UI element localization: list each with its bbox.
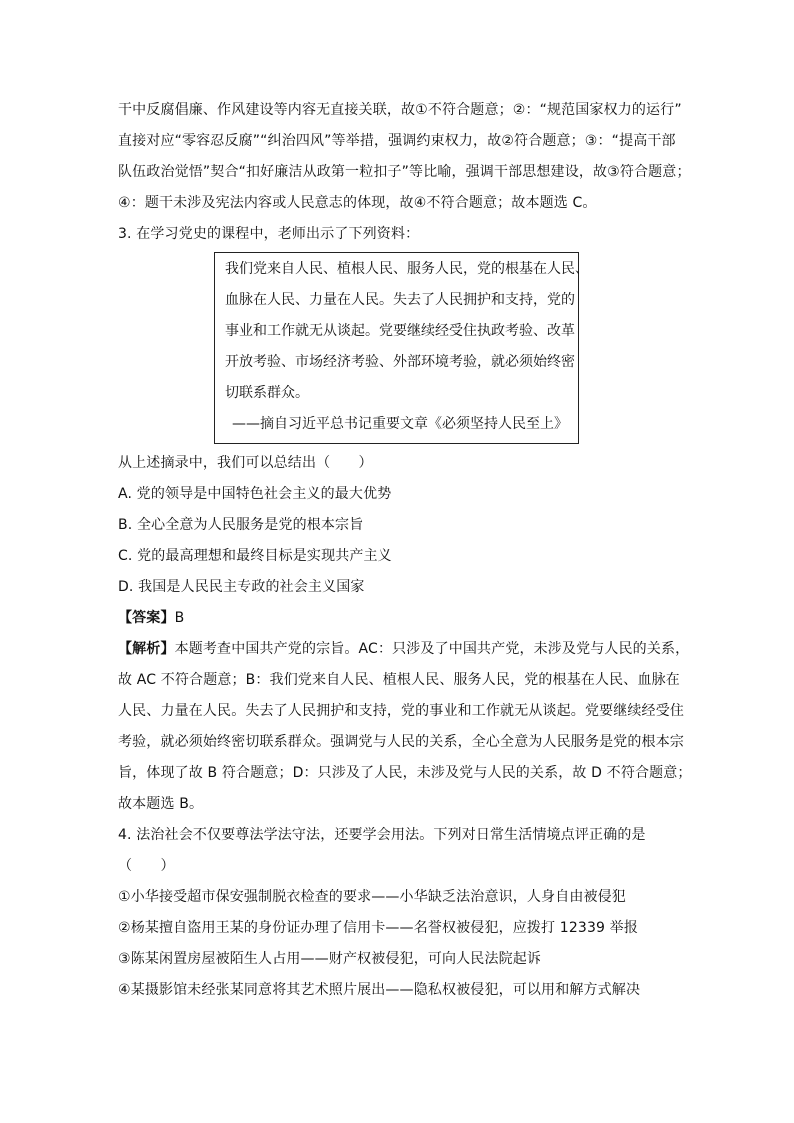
document-page: [118, 95, 692, 1006]
statement-3: ③陈某闲置房屋被陌生人占用——财产权被侵犯，可向人民法院起诉: [118, 951, 542, 967]
analysis-line: 人民、力量在人民。失去了人民拥护和支持，党的事业和工作就无从谈起。党要继续经受住: [118, 703, 684, 719]
option-c: C. 党的最高理想和最终目标是实现共产主义: [118, 548, 392, 564]
analysis-line: 故 AC 不符合题意；B：我们党来自人民、植根人民、服务人民，党的根基在人民、血脉在: [118, 672, 680, 688]
quote-line: 血脉在人民、力量在人民。失去了人民拥护和支持，党的: [225, 292, 575, 308]
question-stem: 4. 法治社会不仅要尊法学法守法，还要学会用法。下列对日常生活情境点评正确的是: [118, 827, 646, 843]
statement-2: ②杨某擅自盗用王某的身份证办理了信用卡——名誉权被侵犯，应拨打 12339 举报: [118, 920, 638, 936]
analysis-line: 故本题选 B。: [118, 796, 204, 812]
quote-line: 事业和工作就无从谈起。党要继续经受住执政考验、改革: [225, 323, 575, 339]
analysis-text: 本题考查中国共产党的宗旨。AC：只涉及了中国共产党，未涉及党与人民的关系，: [174, 641, 690, 657]
analysis-line: ④：题干未涉及宪法内容或人民意志的体现，故④不符合题意；故本题选 C。: [118, 195, 597, 211]
analysis-line: 直接对应“零容忍反腐”“纠治四风”等举措，强调约束权力，故②符合题意；③：“提高干部: [118, 133, 676, 149]
quote-line: 切联系群众。: [225, 385, 309, 401]
quote-source: ——摘自习近平总书记重要文章《必须坚持人民至上》: [232, 416, 568, 432]
statement-4: ④某摄影馆未经张某同意将其艺术照片展出——隐私权被侵犯，可以用和解方式解决: [118, 982, 641, 998]
quote-line: 开放考验、市场经济考验、外部环境考验，就必须始终密: [225, 354, 575, 370]
option-d: D. 我国是人民民主专政的社会主义国家: [118, 579, 365, 595]
analysis-line: 干中反腐倡廉、作风建设等内容无直接关联，故①不符合题意；②：“规范国家权力的运行”: [118, 102, 682, 118]
option-b: B. 全心全意为人民服务是党的根本宗旨: [118, 517, 364, 533]
analysis-line: 队伍政治觉悟”契合“扣好廉洁从政第一粒扣子”等比喻，强调干部思想建设，故③符合题意；: [118, 164, 691, 180]
answer: [118, 603, 683, 634]
answer-value: B: [174, 610, 185, 626]
quote-line: 我们党来自人民、植根人民、服务人民，党的根基在人民、: [225, 261, 589, 277]
question-3: [118, 219, 692, 820]
question-prompt: 从上述摘录中，我们可以总结出（ ）: [118, 455, 373, 471]
analysis-label: 【解析】: [118, 641, 175, 657]
question-stem: 3. 在学习党史的课程中，老师出示了下列资料：: [118, 226, 420, 242]
analysis-line: 考验，就必须始终密切联系群众。强调党与人民的关系，全心全意为人民服务是党的根本宗: [118, 734, 684, 750]
analysis-line: 旨，体现了故 B 符合题意；D：只涉及了人民，未涉及党与人民的关系，故 D 不符合题意；: [118, 765, 692, 781]
previous-analysis: [118, 95, 691, 219]
answer-label: 【答案】: [118, 610, 175, 626]
option-a: A. 党的领导是中国特色社会主义的最大优势: [118, 486, 392, 502]
statement-1: ①小华接受超市保安强制脱衣检查的要求——小华缺乏法治意识，人身自由被侵犯: [118, 889, 626, 905]
quote-box: [214, 252, 589, 444]
question-stem: （ ）: [118, 858, 175, 874]
question-4: [118, 820, 683, 1006]
analysis-line: [118, 634, 690, 665]
